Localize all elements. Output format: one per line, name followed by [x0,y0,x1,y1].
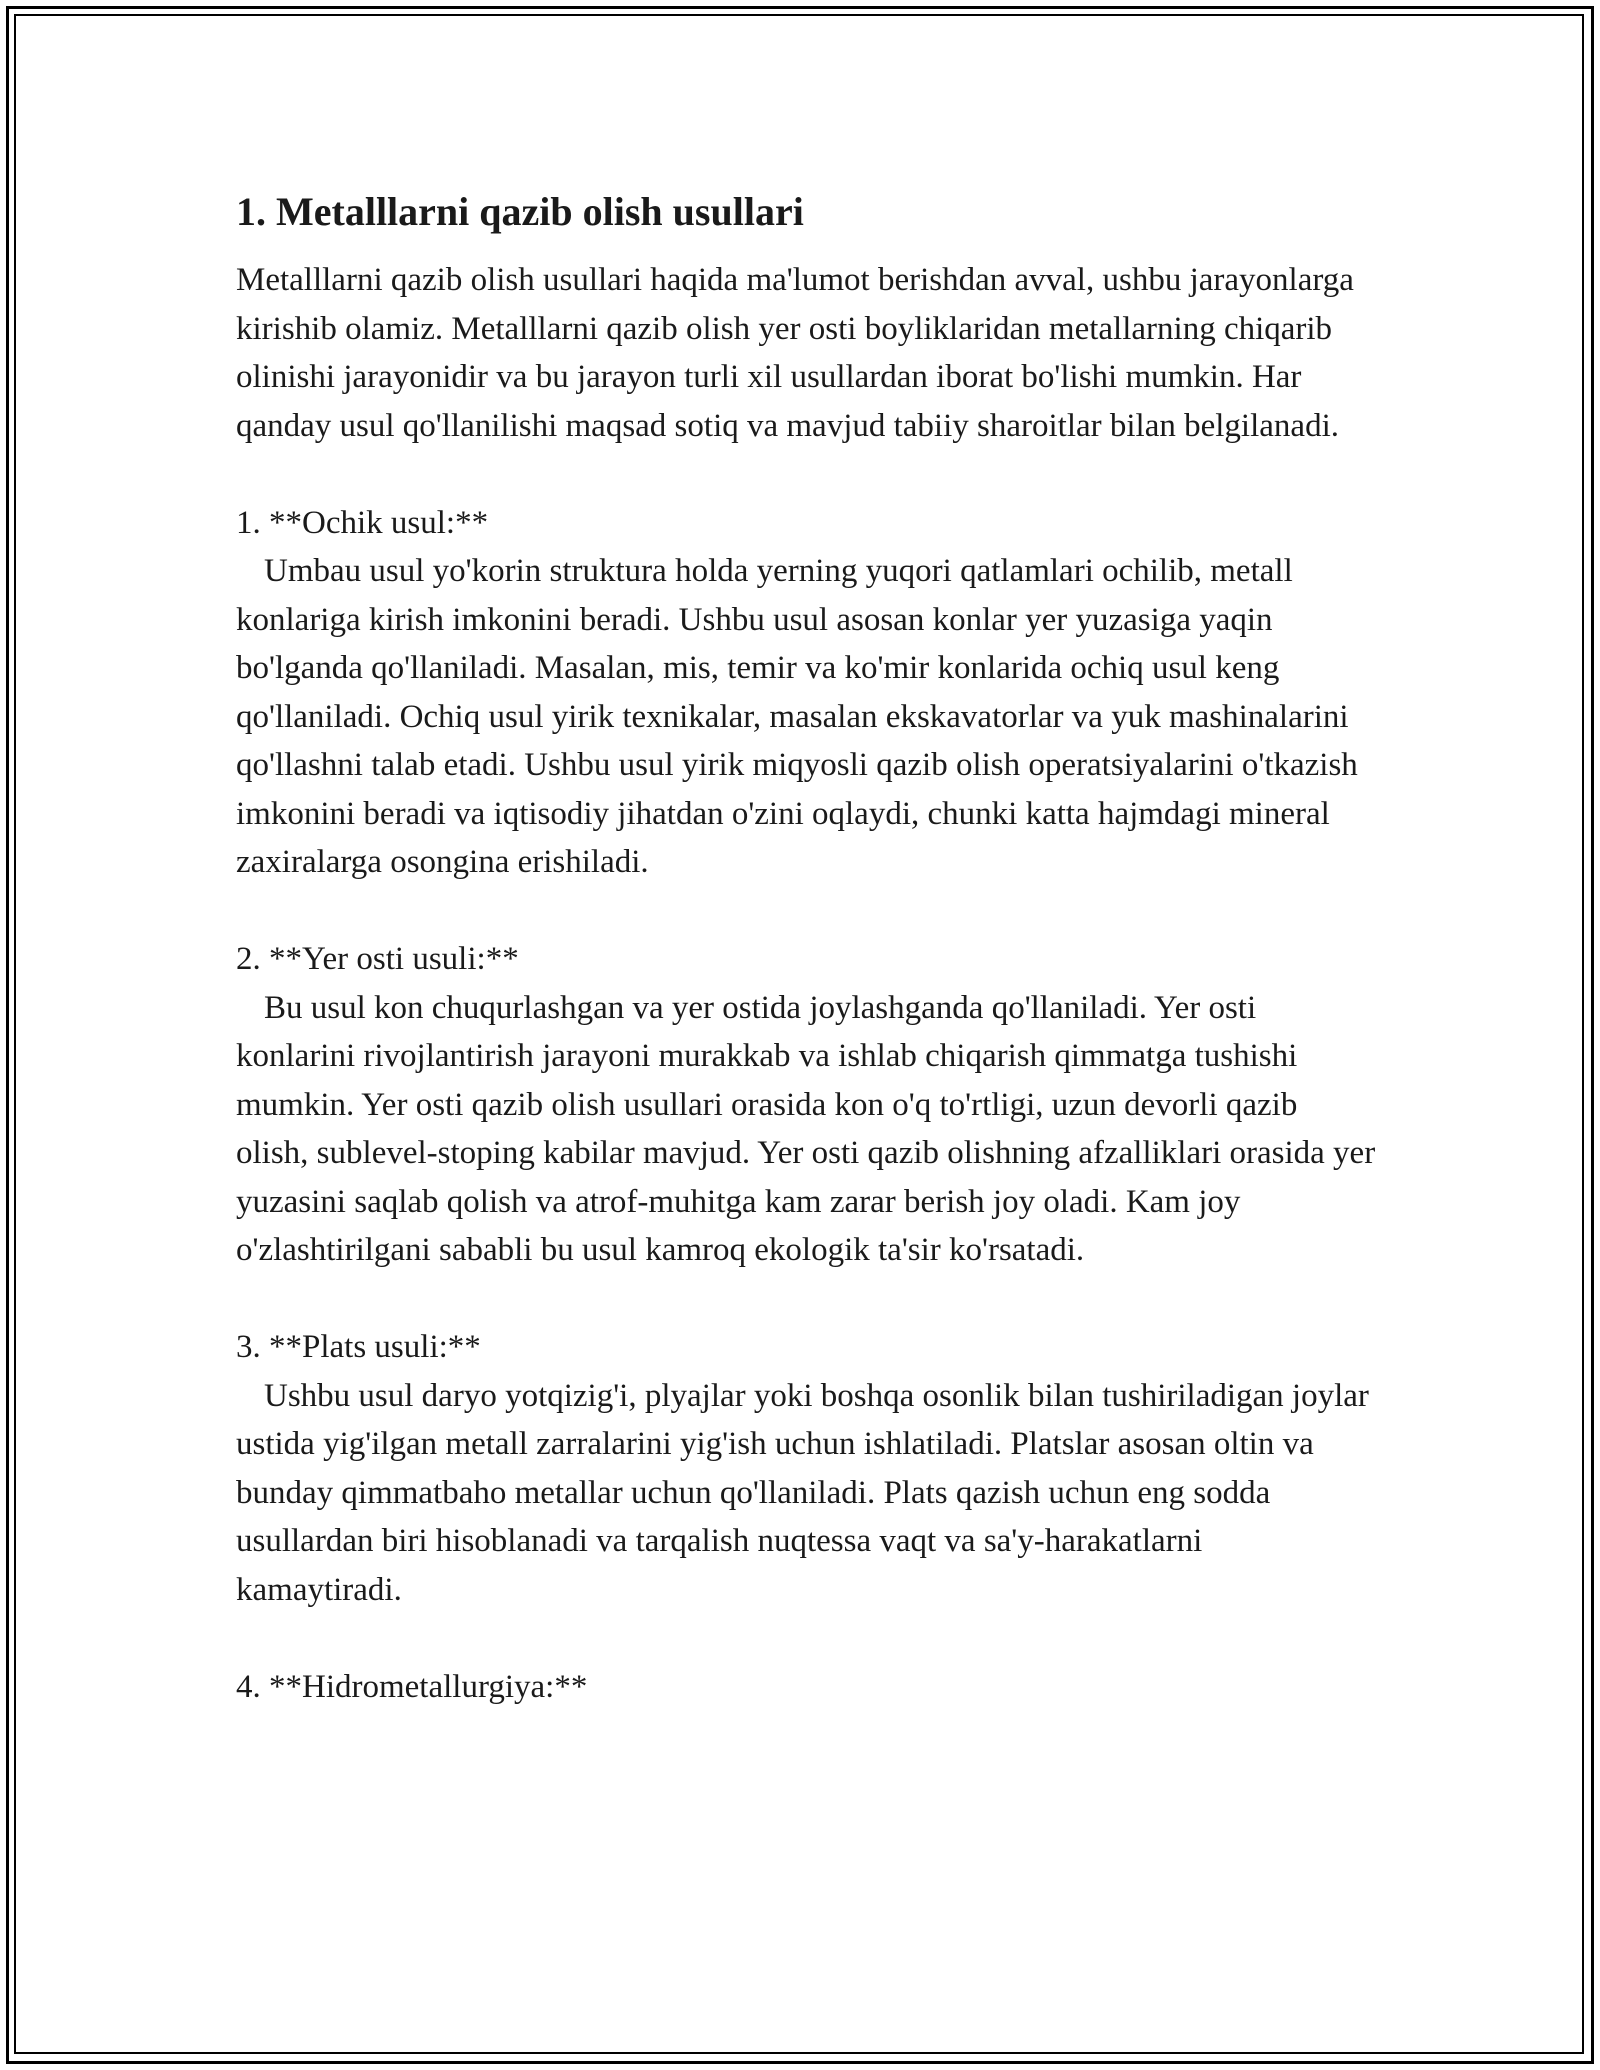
paragraph-spacer [236,1614,1376,1663]
paragraph-spacer [236,450,1376,499]
list-item-plats-usuli [236,1323,1376,1614]
item-body: Ushbu usul daryo yotqizig'i, plyajlar yoki boshqa osonlik bilan tushiriladigan joylar ustida yig'ilgan metall zarralarini yig'ish uchun ishlatiladi. Platslar asosan oltin va bunday qimmatbaho metallar uchun qo'llaniladi. Plats qazish uchun eng sodda usullardan biri hisoblanadi va tarqalish nuqtessa vaqt va sa'y-harakatlarni kamaytiradi. [236,1377,1369,1608]
item-heading: 2. **Yer osti usuli:** [236,941,519,977]
list-item-ochik-usul [236,499,1376,887]
paragraph-spacer [236,887,1376,936]
list-item-hidrometallurgiya [236,1663,1376,1712]
intro-paragraph: Metalllarni qazib olish usullari haqida ma'lumot berishdan avval, ushbu jarayonlarga kirishib olamiz. Metalllarni qazib olish yer osti boyliklaridan metallarning chiqarib olinishi jarayonidir va bu jarayon turli xil usullardan iborat bo'lishi mumkin. Har qanday usul qo'llanilishi maqsad sotiq va mavjud tabiiy sharoitlar bilan belgilanadi. [236,262,1354,444]
list-item-yer-osti-usuli [236,935,1376,1275]
item-heading: 4. **Hidrometallurgiya:** [236,1668,588,1705]
document-title: 1. Metalllarni qazib olish usullari [236,189,804,234]
item-body: Bu usul kon chuqurlashgan va yer ostida joylashganda qo'llaniladi. Yer osti konlarini rivojlantirish jarayoni murakkab va ishlab chiqarish qimmatga tushishi mumkin. Yer osti qazib olish usullari orasida kon o'q to'rtligi, uzun devorli qazib olish, sublevel-stoping kabilar mavjud. Yer osti qazib olishning afzalliklari orasida yer yuzasini saqlab qolish va atrof-muhitga kam zarar berish joy oladi. Kam joy o'zlashtirilgani sababli bu usul kamroq ekologik ta'sir ko'rsatadi. [236,989,1376,1268]
item-heading: 1. **Ochik usul:** [236,504,489,541]
document-body [236,186,1376,1711]
item-body: Umbau usul yo'korin struktura holda yerning yuqori qatlamlari ochilib, metall konlariga kirish imkonini beradi. Ushbu usul asosan konlar yer yuzasiga yaqin bo'lganda qo'llaniladi. Masalan, mis, temir va ko'mir konlarida ochiq usul keng qo'llaniladi. Ochiq usul yirik texnikalar, masalan ekskavatorlar va yuk mashinalarini qo'llashni talab etadi. Ushbu usul yirik miqyosli qazib olish operatsiyalarini o'tkazish imkonini beradi va iqtisodiy jihatdan o'zini oqlaydi, chunki katta hajmdagi mineral zaxiralarga osongina erishiladi. [236,553,1358,880]
item-heading: 3. **Plats usuli:** [236,1329,481,1365]
paragraph-spacer [236,1275,1376,1324]
